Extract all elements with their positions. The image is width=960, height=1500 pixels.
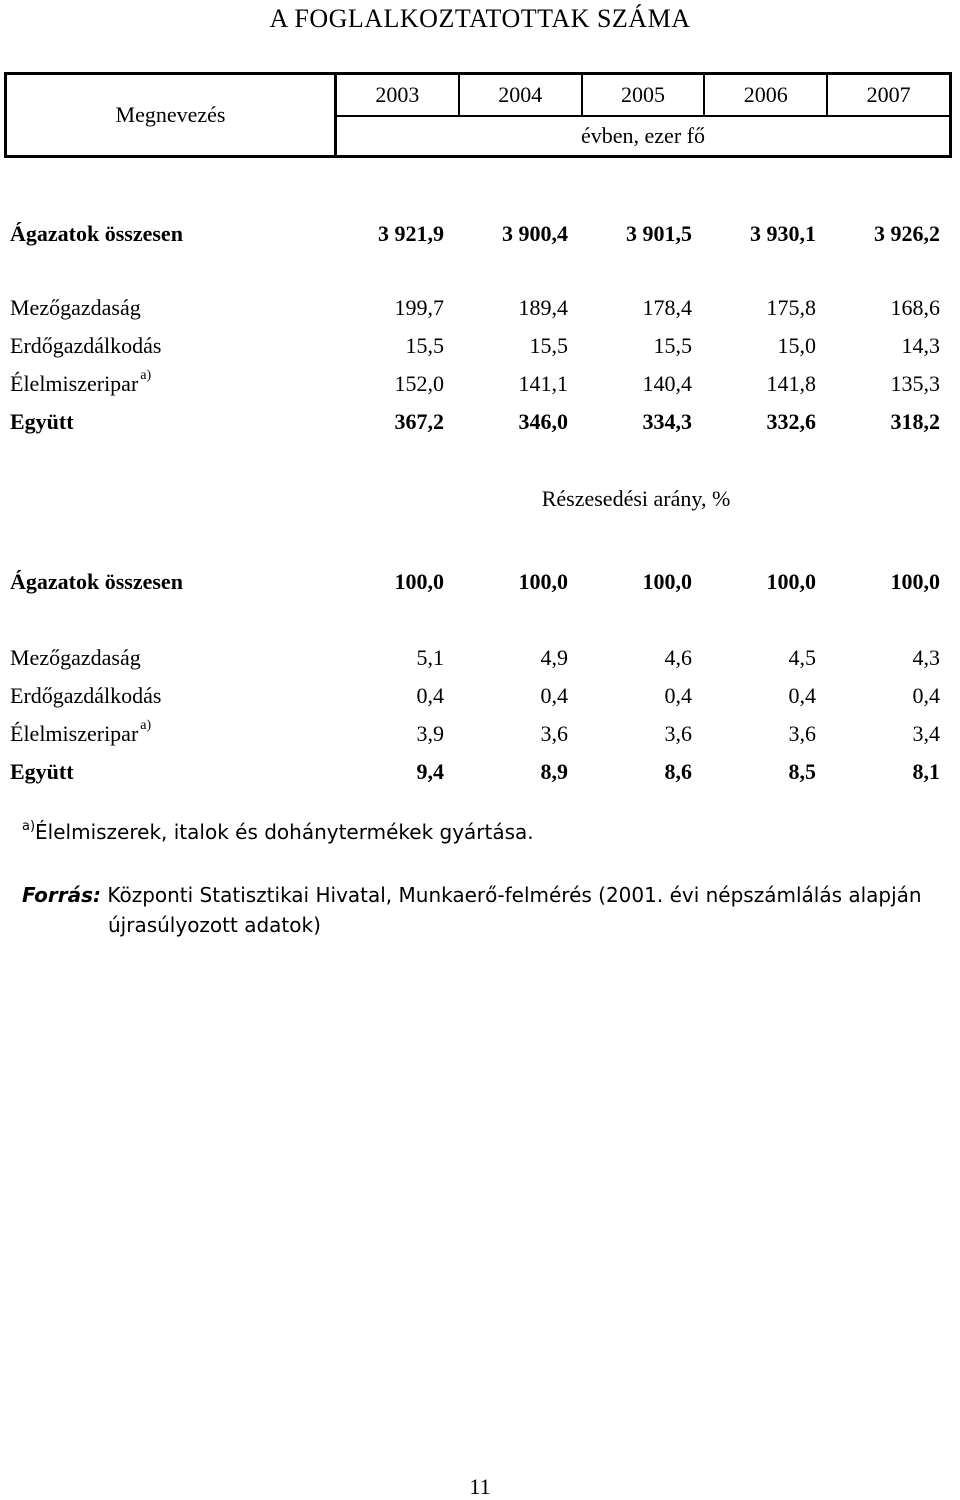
row-label: Együtt bbox=[10, 759, 74, 784]
footnote-marker: a) bbox=[140, 718, 152, 733]
cell: 367,2 bbox=[394, 409, 444, 434]
cell: 175,8 bbox=[766, 295, 816, 320]
cell: 3,9 bbox=[416, 721, 444, 746]
cell: 141,8 bbox=[766, 371, 816, 396]
row-label-text: Élelmiszeripar bbox=[10, 371, 139, 396]
cell: 4,9 bbox=[540, 645, 568, 670]
table-row-total bbox=[10, 218, 940, 250]
cell: 135,3 bbox=[890, 371, 940, 396]
header-year: 2007 bbox=[866, 82, 911, 107]
cell: 334,3 bbox=[642, 409, 692, 434]
footnote-marker: a) bbox=[140, 368, 152, 383]
cell: 15,5 bbox=[529, 333, 568, 358]
cell: 140,4 bbox=[642, 371, 692, 396]
table-header bbox=[4, 72, 952, 158]
source-label: Forrás: bbox=[22, 883, 101, 907]
cell: 100,0 bbox=[890, 569, 940, 594]
cell: 189,4 bbox=[518, 295, 568, 320]
table-row bbox=[10, 718, 940, 750]
cell: 141,1 bbox=[518, 371, 568, 396]
cell: 100,0 bbox=[518, 569, 568, 594]
cell: 0,4 bbox=[416, 683, 444, 708]
page-title: A FOGLALKOZTATOTTAK SZÁMA bbox=[269, 4, 691, 33]
row-label: Mezőgazdaság bbox=[10, 295, 141, 320]
cell: 3 901,5 bbox=[626, 221, 692, 246]
row-label: Mezőgazdaság bbox=[10, 645, 141, 670]
cell: 152,0 bbox=[394, 371, 444, 396]
cell: 14,3 bbox=[901, 333, 940, 358]
header-years bbox=[337, 75, 949, 117]
table-row bbox=[10, 680, 940, 712]
header-year: 2006 bbox=[705, 75, 828, 115]
cell: 15,5 bbox=[653, 333, 692, 358]
row-label: Erdőgazdálkodás bbox=[10, 683, 162, 708]
cell: 3,4 bbox=[912, 721, 940, 746]
source-line bbox=[22, 880, 952, 910]
source-line-2: újrasúlyozott adatok) bbox=[108, 913, 321, 937]
cell: 3,6 bbox=[540, 721, 568, 746]
table-row-sum bbox=[10, 756, 940, 788]
header-unit: évben, ezer fő bbox=[581, 123, 705, 148]
table-row bbox=[10, 368, 940, 400]
cell: 3 900,4 bbox=[502, 221, 568, 246]
cell: 3 926,2 bbox=[874, 221, 940, 246]
cell: 3,6 bbox=[788, 721, 816, 746]
footnote-marker: a) bbox=[22, 819, 36, 834]
source-text: Központi Statisztikai Hivatal, Munkaerő-felmérés (2001. évi népszámlálás alapján bbox=[107, 883, 922, 907]
row-label: Ágazatok összesen bbox=[10, 221, 183, 246]
cell: 199,7 bbox=[394, 295, 444, 320]
cell: 3 921,9 bbox=[378, 221, 444, 246]
cell: 8,9 bbox=[540, 759, 568, 784]
header-year: 2005 bbox=[583, 75, 706, 115]
row-label: Ágazatok összesen bbox=[10, 569, 183, 594]
cell: 100,0 bbox=[394, 569, 444, 594]
row-label: Együtt bbox=[10, 409, 74, 434]
table-row-sum bbox=[10, 406, 940, 438]
cell: 3,6 bbox=[664, 721, 692, 746]
cell: 3 930,1 bbox=[750, 221, 816, 246]
cell: 168,6 bbox=[890, 295, 940, 320]
cell: 178,4 bbox=[642, 295, 692, 320]
cell: 9,4 bbox=[416, 759, 444, 784]
cell: 100,0 bbox=[642, 569, 692, 594]
cell: 0,4 bbox=[788, 683, 816, 708]
cell: 0,4 bbox=[912, 683, 940, 708]
header-year: 2004 bbox=[460, 75, 583, 115]
cell: 8,1 bbox=[912, 759, 940, 784]
row-label-text: Élelmiszeripar bbox=[10, 721, 139, 746]
table-row-total bbox=[10, 566, 940, 598]
table-row bbox=[10, 330, 940, 362]
row-label bbox=[10, 368, 151, 404]
cell: 346,0 bbox=[518, 409, 568, 434]
header-name-label: Megnevezés bbox=[7, 75, 337, 155]
cell: 0,4 bbox=[664, 683, 692, 708]
cell: 4,6 bbox=[664, 645, 692, 670]
table-row bbox=[10, 292, 940, 324]
header-year: 2003 bbox=[337, 75, 460, 115]
page-number: 11 bbox=[469, 1474, 491, 1499]
cell: 100,0 bbox=[766, 569, 816, 594]
cell: 15,0 bbox=[777, 333, 816, 358]
cell: 0,4 bbox=[540, 683, 568, 708]
row-label bbox=[10, 718, 151, 754]
row-label: Erdőgazdálkodás bbox=[10, 333, 162, 358]
cell: 8,5 bbox=[788, 759, 816, 784]
footnote-text: Élelmiszerek, italok és dohánytermékek gyártása. bbox=[35, 820, 534, 844]
cell: 4,5 bbox=[788, 645, 816, 670]
share-heading: Részesedési arány, % bbox=[541, 486, 731, 511]
cell: 5,1 bbox=[416, 645, 444, 670]
table-row bbox=[10, 642, 940, 674]
cell: 332,6 bbox=[766, 409, 816, 434]
cell: 4,3 bbox=[912, 645, 940, 670]
cell: 8,6 bbox=[664, 759, 692, 784]
source-note bbox=[22, 880, 952, 940]
footnote bbox=[22, 820, 534, 844]
cell: 15,5 bbox=[405, 333, 444, 358]
cell: 318,2 bbox=[890, 409, 940, 434]
